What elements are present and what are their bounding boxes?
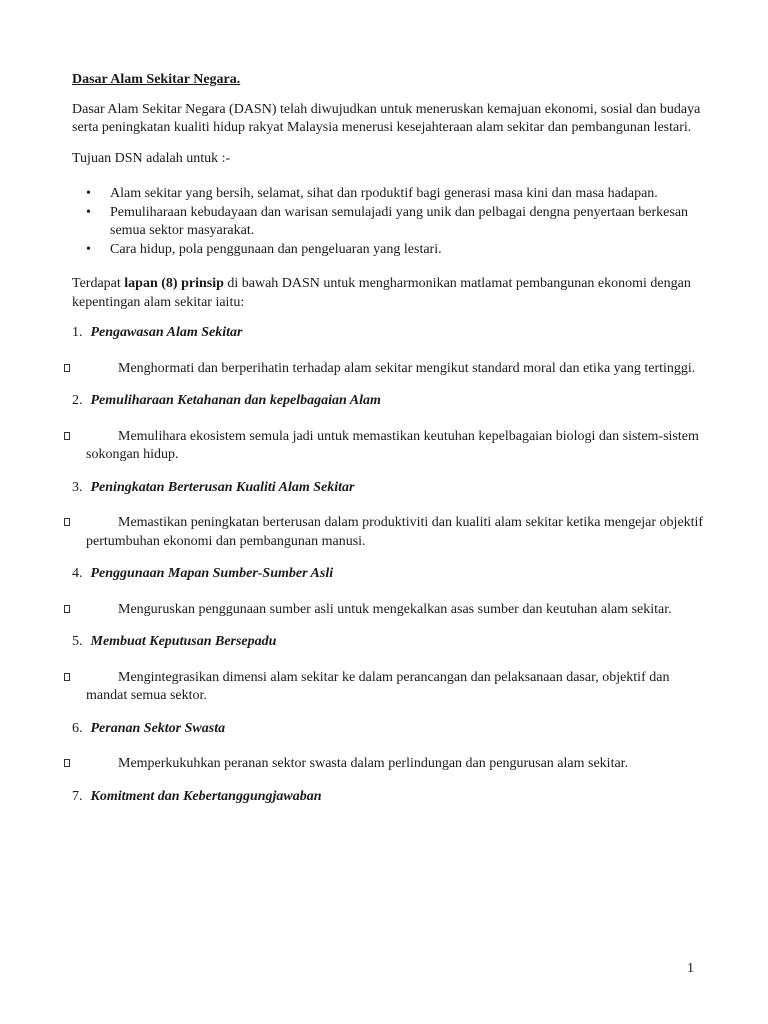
principle-number: 5. — [72, 634, 83, 649]
principle-7 — [72, 788, 712, 807]
principle-description-text: Memperkukuhkan peranan sektor swasta dalam perlindungan dan pengurusan alam sekitar. — [118, 756, 629, 771]
checkbox-glyph-icon — [64, 518, 70, 526]
principle-number: 1. — [72, 325, 83, 340]
principle-title: Peningkatan Berterusan Kualiti Alam Sekitar — [90, 479, 355, 495]
principles-intro — [72, 275, 712, 312]
purpose-list — [72, 185, 712, 259]
document-content — [72, 71, 712, 823]
principle-description-text: Menguruskan penggunaan sumber asli untuk mengekalkan asas sumber dan keutuhan alam sekitar. — [118, 601, 672, 617]
checkbox-glyph-icon — [64, 364, 70, 372]
checkbox-glyph-icon — [64, 759, 70, 767]
principles-list — [72, 324, 712, 806]
principle-number: 2. — [72, 393, 83, 408]
principle-6 — [72, 720, 712, 774]
principle-description-text: Memastikan peningkatan berterusan dalam produktiviti dan kualiti alam sekitar ketika mengejar objektif pertumbuhan ekonomi dan pembangunan manusi. — [86, 515, 704, 549]
principle-description — [72, 428, 712, 465]
principle-3 — [72, 479, 712, 552]
principle-heading — [72, 479, 712, 498]
principle-description — [72, 755, 712, 774]
principle-number: 7. — [72, 788, 83, 804]
principle-number: 6. — [72, 720, 83, 736]
page-number: 1 — [687, 961, 694, 976]
document-title: Dasar Alam Sekitar Negara. — [72, 72, 241, 87]
principle-title: Membuat Keputusan Bersepadu — [90, 634, 277, 649]
principle-heading — [72, 392, 712, 411]
principle-title: Pengawasan Alam Sekitar — [90, 325, 243, 340]
principles-intro-before: Terdapat — [72, 276, 125, 291]
principle-title: Komitment dan Kebertanggungjawaban — [90, 788, 322, 804]
principle-heading — [72, 720, 712, 739]
principle-description-text: Mengintegrasikan dimensi alam sekitar ke dalam perancangan dan pelaksanaan dasar, objektif dan mandat semua sektor. — [86, 669, 670, 703]
principle-1 — [72, 324, 712, 378]
principle-heading — [72, 633, 712, 652]
principle-description — [72, 601, 712, 620]
principles-count: lapan (8) prinsip — [124, 276, 224, 291]
purpose-label: Tujuan DSN adalah untuk :- — [72, 150, 231, 166]
principle-description-text: Memulihara ekosistem semula jadi untuk memastikan keutuhan kepelbagaian biologi dan sistem-sistem sokongan hidup. — [86, 428, 699, 462]
purpose-item: • Cara hidup, pola penggunaan dan pengeluaran yang lestari. — [72, 241, 712, 260]
principle-heading — [72, 788, 712, 807]
principle-number: 4. — [72, 566, 83, 581]
principle-heading — [72, 565, 712, 584]
principle-4 — [72, 565, 712, 619]
purpose-item: • Alam sekitar yang bersih, selamat, sihat dan rpoduktif bagi generasi masa kini dan masa hadapan. — [72, 185, 712, 204]
principle-description-text: Menghormati dan berperihatin terhadap alam sekitar mengikut standard moral dan etika yang tertinggi. — [118, 360, 696, 376]
intro-paragraph: Dasar Alam Sekitar Negara (DASN) telah diwujudkan untuk meneruskan kemajuan ekonomi, sosial dan budaya serta peningkatan kualiti hidup rakyat Malaysia menerusi kesejahteraan alam sekitar dan pembangunan lestari. — [72, 101, 701, 135]
principle-description — [72, 514, 712, 551]
principle-title: Pemuliharaan Ketahanan dan kepelbagaian Alam — [90, 393, 381, 408]
principle-title: Peranan Sektor Swasta — [90, 720, 226, 736]
checkbox-glyph-icon — [64, 432, 70, 440]
principle-description — [72, 360, 712, 379]
principle-description — [72, 669, 712, 706]
principles-intro-after: di bawah DASN untuk mengharmonikan matlamat pembangunan ekonomi dengan kepentingan alam sekitar iaitu: — [72, 276, 691, 310]
checkbox-glyph-icon — [64, 673, 70, 681]
principle-2 — [72, 392, 712, 465]
principle-title: Penggunaan Mapan Sumber-Sumber Asli — [90, 566, 334, 581]
principle-number: 3. — [72, 479, 83, 495]
checkbox-glyph-icon — [64, 605, 70, 613]
purpose-item: • Pemuliharaan kebudayaan dan warisan semulajadi yang unik dan pelbagai dengna penyertaan berkesan semua sektor masyarakat. — [72, 204, 712, 241]
principle-5 — [72, 633, 712, 706]
principle-heading — [72, 324, 712, 343]
